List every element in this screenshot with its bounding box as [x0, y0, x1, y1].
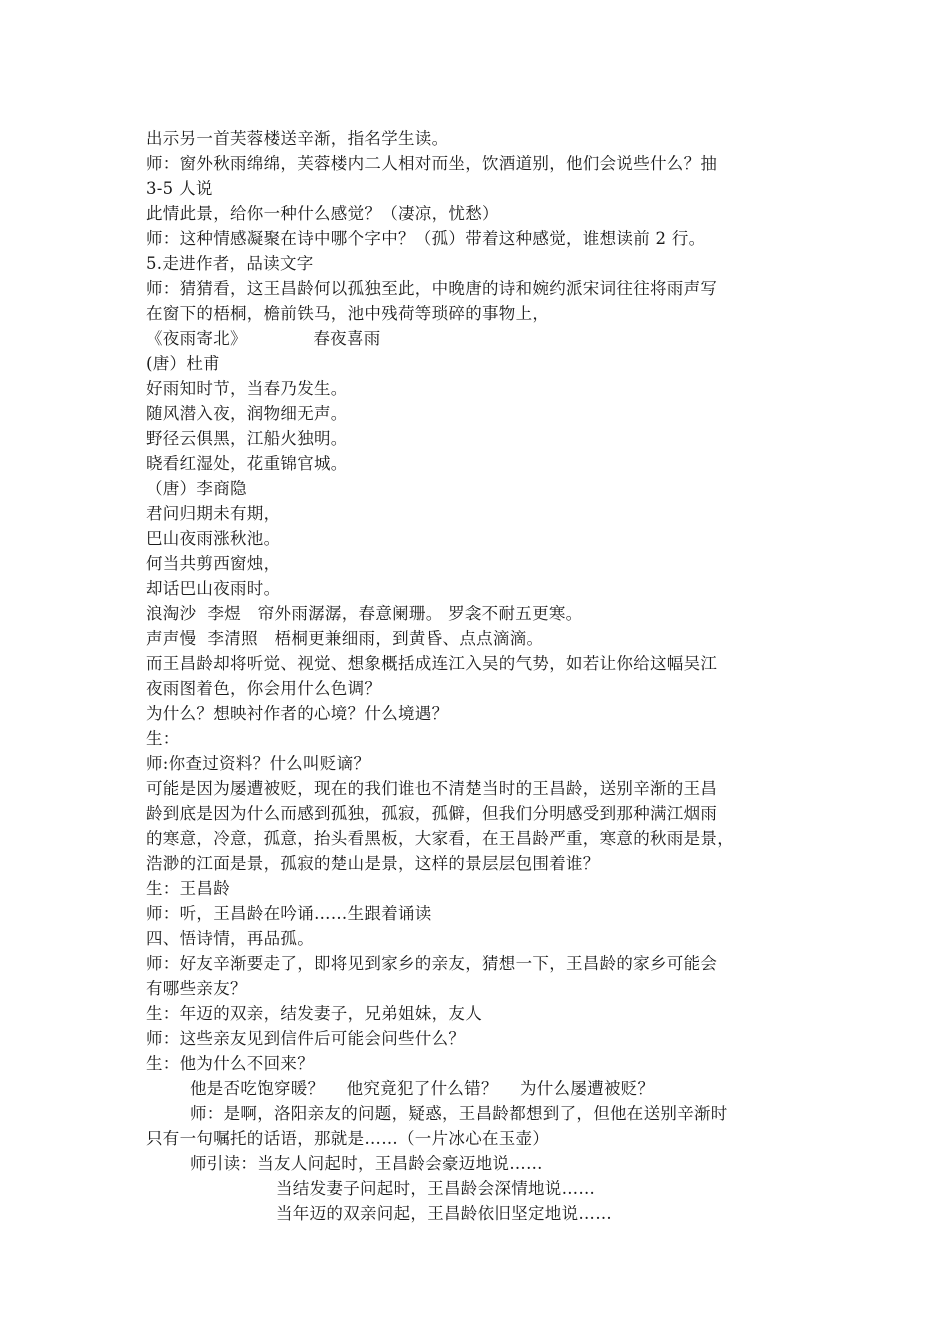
text-line: 师：听，王昌龄在吟诵……生跟着诵读: [146, 904, 432, 923]
poem-line: 巴山夜雨涨秋池。: [146, 529, 281, 548]
text-line: 有哪些亲友？: [146, 979, 247, 998]
text-line: 在窗下的梧桐，檐前铁马，池中残荷等琐碎的事物上，: [146, 304, 550, 323]
section-heading: 5.走进作者，品读文字: [146, 254, 314, 273]
text-line: 可能是因为屡遭被贬，现在的我们谁也不清楚当时的王昌龄，送别辛渐的王昌: [146, 779, 718, 798]
text-line: 浩渺的江面是景，孤寂的楚山是景，这样的景层层包围着谁？: [146, 854, 600, 873]
poem-author: （唐）李商隐: [146, 479, 247, 498]
poem-quote: 声声慢 李清照 梧桐更兼细雨，到黄昏、点点滴滴。: [146, 629, 544, 648]
poem-quote: 浪淘沙 李煜 帘外雨潺潺，春意阑珊。 罗衾不耐五更寒。: [146, 604, 583, 623]
text-line: 师：好友辛渐要走了，即将见到家乡的亲友，猜想一下，王昌龄的家乡可能会: [146, 954, 718, 973]
text-line: 他是否吃饱穿暖？ 他究竟犯了什么错？ 为什么屡遭被贬？: [190, 1079, 655, 1098]
text-line: 师引读：当友人问起时，王昌龄会豪迈地说……: [190, 1154, 543, 1173]
text-line: 夜雨图着色，你会用什么色调？: [146, 679, 382, 698]
text-line: 当年迈的双亲问起，王昌龄依旧坚定地说……: [276, 1204, 612, 1223]
poem-line: 好雨知时节，当春乃发生。: [146, 379, 348, 398]
text-line: 师：窗外秋雨绵绵，芙蓉楼内二人相对而坐，饮酒道别，他们会说些什么？抽: [146, 154, 718, 173]
poem-line: 野径云俱黑，江船火独明。: [146, 429, 348, 448]
poem-line: 君问归期未有期，: [146, 504, 281, 523]
text-line: 生：: [146, 729, 180, 748]
text-line: 的寒意，冷意，孤意，抬头看黑板，大家看，在王昌龄严重，寒意的秋雨是景，: [146, 829, 734, 848]
text-line: 生：王昌龄: [146, 879, 230, 898]
text-line: 师：这种情感凝聚在诗中哪个字中？（孤）带着这种感觉，谁想读前 2 行。: [146, 229, 706, 248]
text-line: 此情此景，给你一种什么感觉？（凄凉，忧愁）: [146, 204, 499, 223]
text-line: 师：这些亲友见到信件后可能会问些什么？: [146, 1029, 466, 1048]
text-line: 只有一句嘱托的话语，那就是……（一片冰心在玉壶）: [146, 1129, 550, 1148]
section-heading: 四、悟诗情，再品孤。: [146, 929, 314, 948]
text-line: 为什么？想映衬作者的心境？什么境遇？: [146, 704, 449, 723]
poem-line: 却话巴山夜雨时。: [146, 579, 281, 598]
text-line: 龄到底是因为什么而感到孤独，孤寂，孤僻，但我们分明感受到那种满江烟雨: [146, 804, 718, 823]
text-line: 生：他为什么不回来？: [146, 1054, 314, 1073]
text-line: 师：是啊，洛阳亲友的问题，疑惑，王昌龄都想到了，但他在送别辛渐时: [190, 1104, 728, 1123]
poem-line: 何当共剪西窗烛，: [146, 554, 281, 573]
poem-line: 随风潜入夜，润物细无声。: [146, 404, 348, 423]
text-line: 师:你查过资料？什么叫贬谪？: [146, 754, 371, 773]
text-line: 生：年迈的双亲，结发妻子，兄弟姐妹，友人: [146, 1004, 482, 1023]
poem-author: (唐）杜甫: [146, 354, 220, 373]
text-line: 当结发妻子问起时，王昌龄会深情地说……: [276, 1179, 596, 1198]
text-line: 而王昌龄却将听觉、视觉、想象概括成连江入吴的气势，如若让你给这幅吴江: [146, 654, 718, 673]
text-line: 出示另一首芙蓉楼送辛渐，指名学生读。: [146, 129, 449, 148]
text-line: 师：猜猜看，这王昌龄何以孤独至此，中晚唐的诗和婉约派宋词往往将雨声写: [146, 279, 718, 298]
text-line: 3-5 人说: [146, 179, 213, 198]
poem-line: 晓看红湿处，花重锦官城。: [146, 454, 348, 473]
poem-titles: 《夜雨寄北》 春夜喜雨: [146, 329, 381, 348]
